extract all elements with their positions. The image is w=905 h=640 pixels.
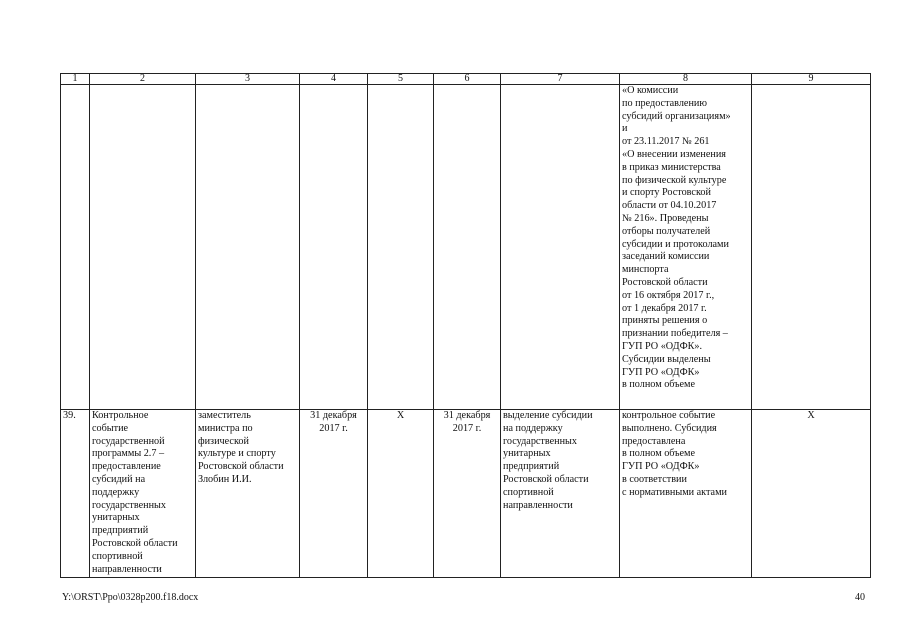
expected-result-cell: выделение субсидии на поддержку государственных унитарных предприятий Ростовской области спортивной направленности xyxy=(501,410,620,578)
header-cell: 8 xyxy=(620,74,752,85)
col5-cell: Х xyxy=(368,410,434,578)
col9-cell xyxy=(752,85,871,410)
actual-result-cell: контрольное событие выполнено. Субсидия предоставлена в полном объеме ГУП РО «ОДФК» в соответствии с нормативными актами xyxy=(620,410,752,578)
row-number xyxy=(61,85,90,410)
responsible-cell: заместитель министра по физической культуре и спорту Ростовской области Злобин И.И. xyxy=(196,410,300,578)
row-number: 39. xyxy=(61,410,90,578)
actual-result-cell: «О комиссии по предоставлению субсидий организациям» и от 23.11.2017 № 261 «О внесении изменения в приказ министерства по физической культуре и спорту Ростовской области от 04.10.2017 № 216». Проведены отборы получателей субсидии и протоколами заседаний комиссии минспорта Ростовской области от 16 октября 2017 г., от 1 декабря 2017 г. приняты решения о признании победителя – ГУП РО «ОДФК». Субсидии выделены ГУП РО «ОДФК» в полном объеме xyxy=(620,85,752,410)
header-cell: 1 xyxy=(61,74,90,85)
planned-date-cell: 31 декабря 2017 г. xyxy=(300,410,368,578)
header-cell: 6 xyxy=(434,74,501,85)
header-cell: 7 xyxy=(501,74,620,85)
expected-result-cell xyxy=(501,85,620,410)
header-cell: 2 xyxy=(90,74,196,85)
responsible-cell xyxy=(196,85,300,410)
table-row xyxy=(61,410,871,578)
actual-date-cell: 31 декабря 2017 г. xyxy=(434,410,501,578)
col5-cell xyxy=(368,85,434,410)
table-row xyxy=(61,85,871,410)
header-cell: 4 xyxy=(300,74,368,85)
col9-cell: Х xyxy=(752,410,871,578)
footer-file-path: Y:\ORST\Ppo\0328p200.f18.docx xyxy=(62,592,199,603)
page-number: 40 xyxy=(855,592,865,603)
event-cell: Контрольное событие государственной программы 2.7 – предоставление субсидий на поддержку государственных унитарных предприятий Ростовской области спортивной направленности xyxy=(90,410,196,578)
header-row xyxy=(61,74,871,85)
planned-date-cell xyxy=(300,85,368,410)
header-cell: 5 xyxy=(368,74,434,85)
event-cell xyxy=(90,85,196,410)
header-cell: 9 xyxy=(752,74,871,85)
header-cell: 3 xyxy=(196,74,300,85)
report-table xyxy=(60,73,871,578)
actual-date-cell xyxy=(434,85,501,410)
